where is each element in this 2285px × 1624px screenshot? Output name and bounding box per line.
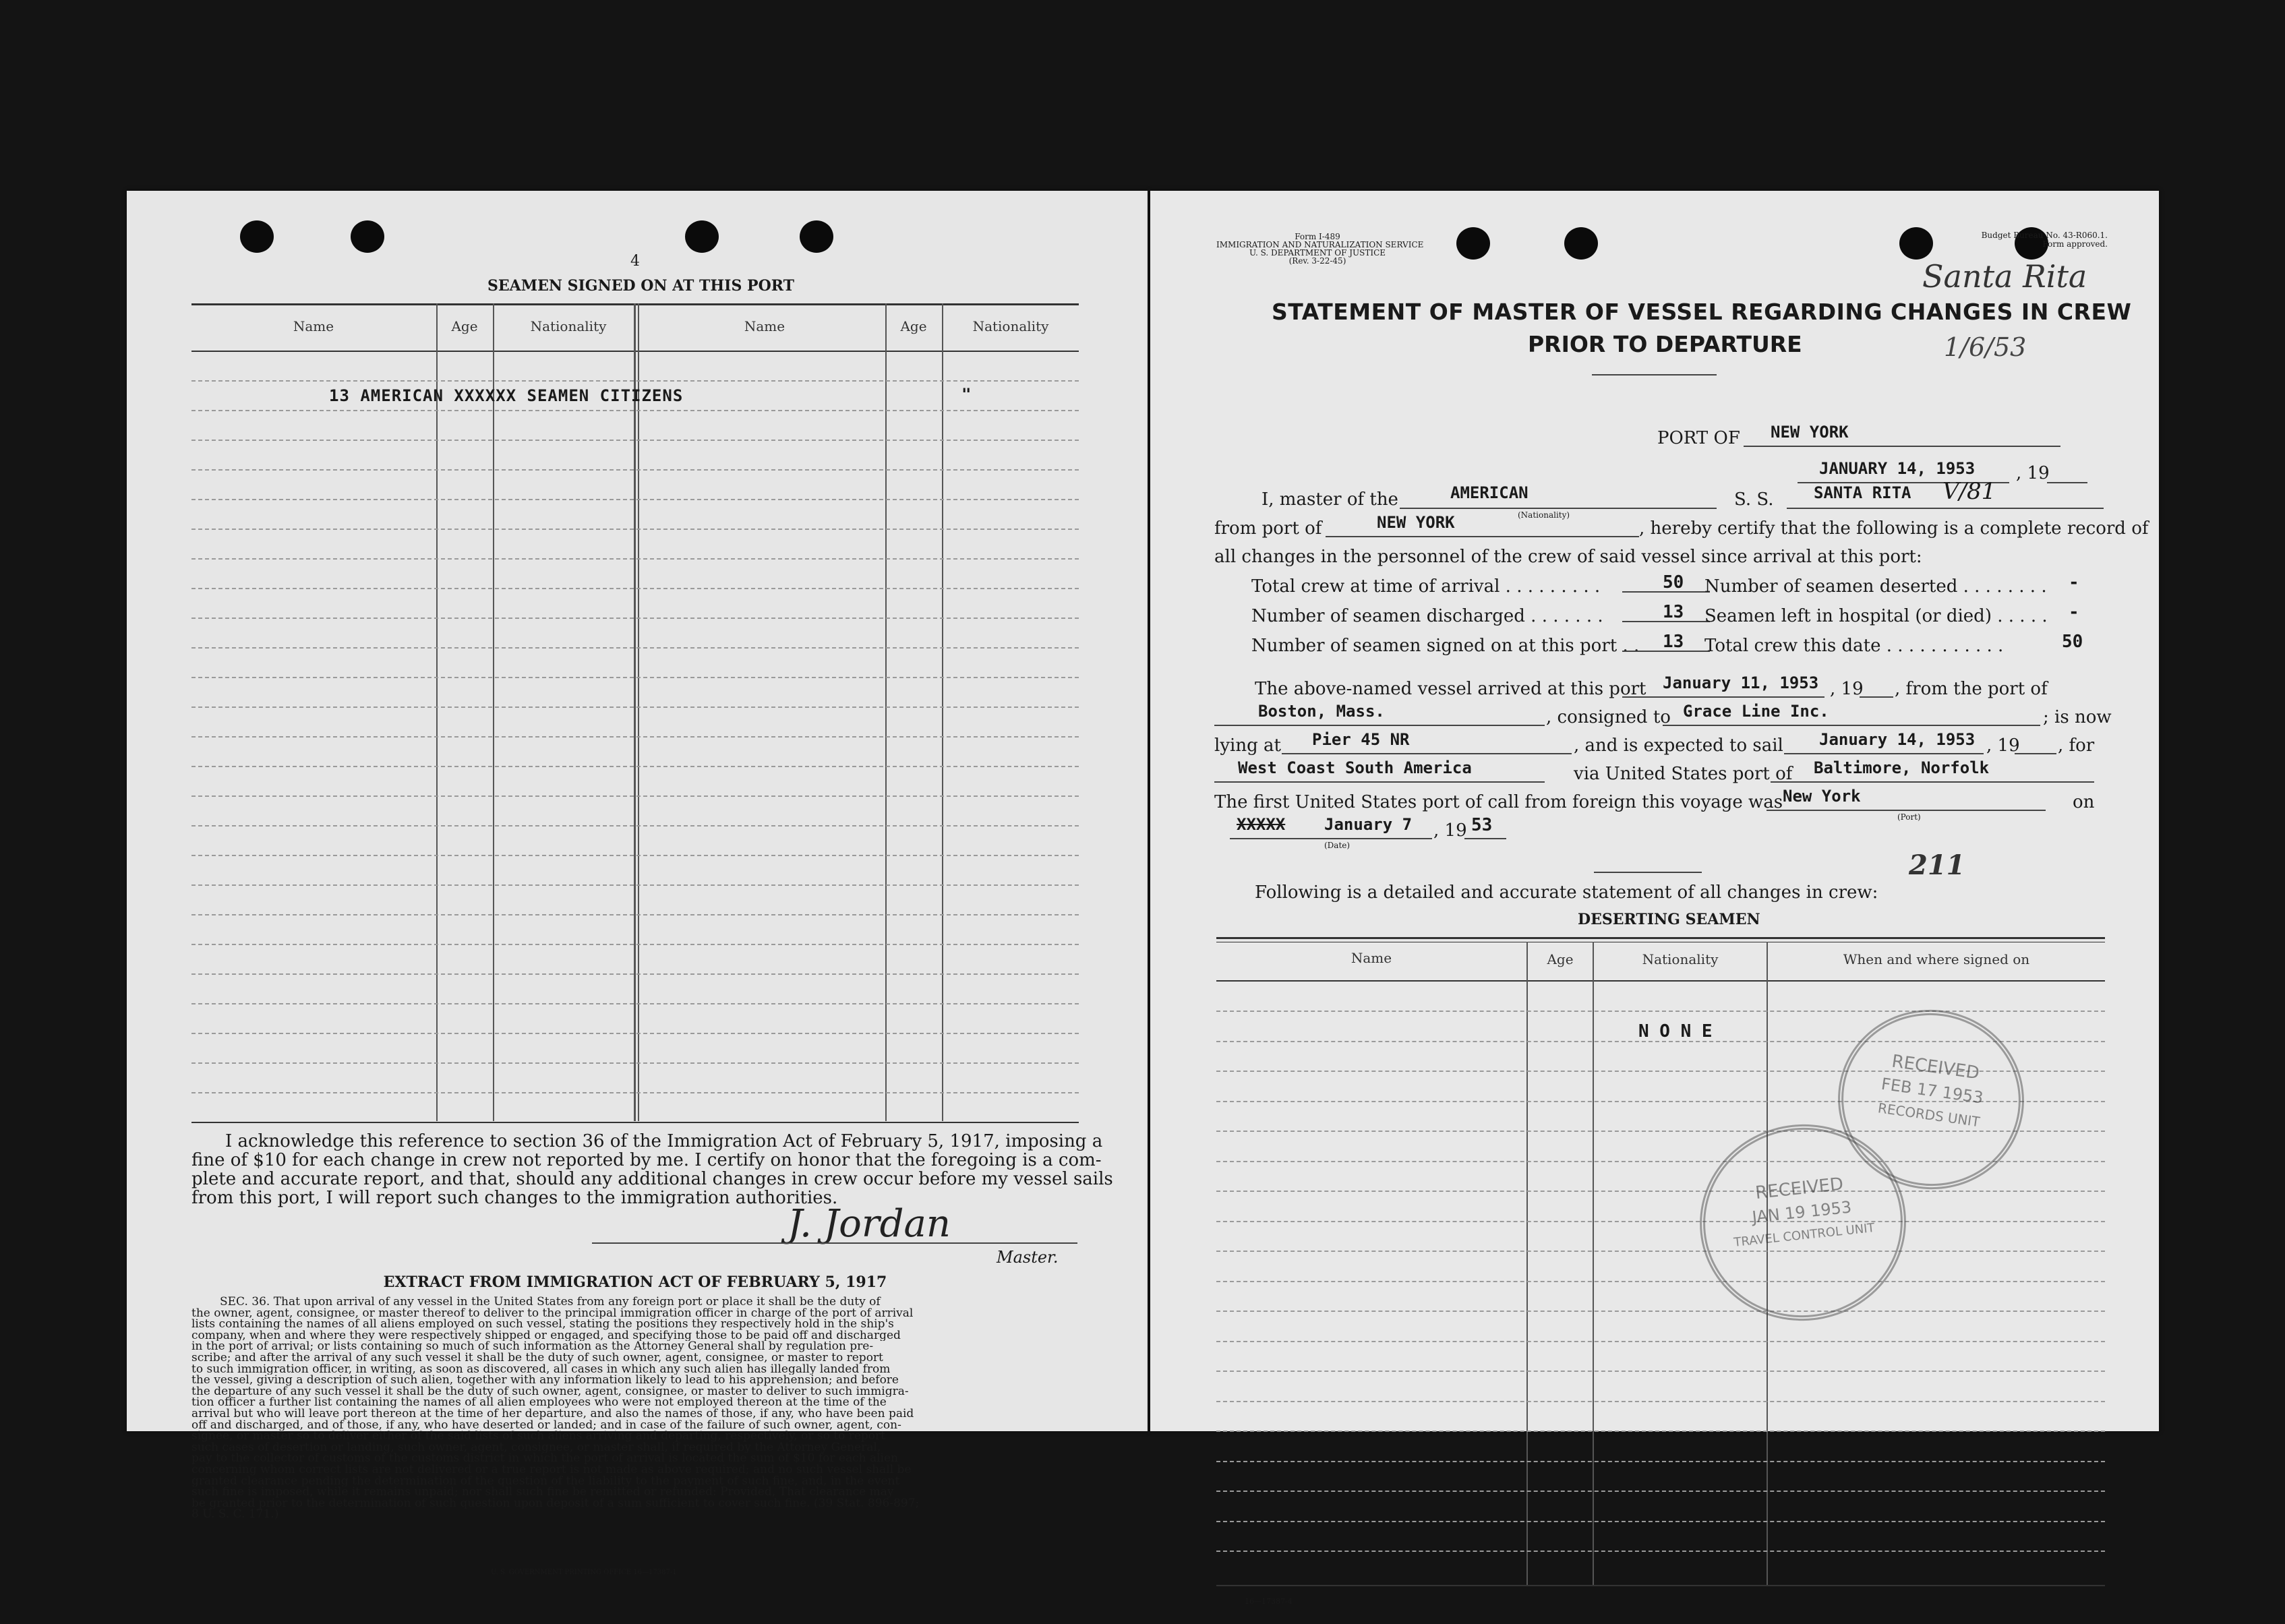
table-row-rule bbox=[191, 973, 1079, 975]
first-port-value: New York bbox=[1783, 787, 1861, 806]
table-row-rule bbox=[1216, 1281, 2105, 1282]
via-line bbox=[1771, 781, 2094, 783]
column-divider bbox=[634, 303, 636, 1121]
lying-value: Pier 45 NR bbox=[1312, 730, 1410, 749]
nationality-caption: (Nationality) bbox=[1518, 510, 1570, 520]
extract-line: lists containing the names of all aliens employed on such vessel, stating the positions they respectively hold in the ship's bbox=[191, 1319, 894, 1330]
table-row-rule bbox=[1216, 1311, 2105, 1312]
stamp-received-label: RECEIVED bbox=[1754, 1174, 1845, 1204]
stamp-unit: RECORDS UNIT bbox=[1876, 1100, 1981, 1131]
table-row-rule bbox=[1216, 1251, 2105, 1252]
right-page bbox=[1150, 191, 2159, 1606]
budget-bureau-number: Budget Bureau No. 43-R060.1. bbox=[1981, 231, 2108, 240]
revision-date: (Rev. 3-22-45) bbox=[1288, 256, 1346, 266]
destination-value: West Coast South America bbox=[1238, 758, 1472, 777]
arrived-suffix: , 19 bbox=[1830, 679, 1864, 699]
total-date-value: 50 bbox=[2062, 632, 2083, 652]
consigned-label: , consigned to bbox=[1546, 707, 1671, 727]
department-name: U. S. DEPARTMENT OF JUSTICE bbox=[1249, 248, 1386, 258]
total-arrival-label: Total crew at time of arrival . . . . . . . . . bbox=[1251, 576, 1601, 597]
form-title-line1: STATEMENT OF MASTER OF VESSEL REGARDING CHANGES IN CREW bbox=[1272, 299, 2132, 325]
extract-body bbox=[191, 1296, 1079, 1520]
column-divider bbox=[638, 303, 639, 1121]
call-date-value: January 7 bbox=[1324, 815, 1413, 834]
typed-entry: 13 AMERICAN XXXXXX SEAMEN CITIZENS bbox=[329, 386, 684, 405]
table-row-rule bbox=[191, 588, 1079, 589]
page-number: 4 bbox=[630, 253, 640, 270]
punch-hole bbox=[351, 220, 384, 253]
arrived-year-line bbox=[1860, 696, 1893, 698]
stamp-date: FEB 17 1953 bbox=[1880, 1074, 1985, 1108]
origin-value: Boston, Mass. bbox=[1258, 702, 1385, 721]
following-text: Following is a detailed and accurate statement of all changes in crew: bbox=[1255, 882, 1878, 903]
total-date-label: Total crew this date . . . . . . . . . . . bbox=[1704, 636, 2004, 656]
table-row-rule bbox=[191, 825, 1079, 826]
arrived-line bbox=[1622, 696, 1824, 698]
extract-line: such fine is imposed, while it remains unpaid; nor shall such fine be remitted or refunded: Provided, That clearance may bbox=[191, 1486, 894, 1498]
via-label: via United States port of bbox=[1574, 764, 1793, 784]
master-label: Master. bbox=[997, 1248, 1059, 1267]
extract-line: off and discharged, and of those, if any, who have deserted or landed; and in case of the failure of such owner, agent, con- bbox=[191, 1419, 901, 1431]
typed-ditto-mark: " bbox=[961, 385, 972, 404]
arrived-label: The above-named vessel arrived at this port bbox=[1255, 679, 1646, 699]
printing-office-footer: U. S. GOVERNMENT PRINTING OFFICE 16—17387-1 bbox=[491, 1569, 677, 1576]
col-header-nationality: Nationality bbox=[530, 318, 607, 334]
deserted-value: - bbox=[2069, 572, 2079, 593]
column-divider bbox=[1526, 942, 1528, 1585]
total-arrival-line bbox=[1622, 591, 1710, 593]
col-header-signed-on: When and where signed on bbox=[1843, 951, 2030, 967]
table-row-rule bbox=[191, 677, 1079, 678]
table-row-rule bbox=[191, 647, 1079, 649]
extract-line: 8 U. S. C. 171.) bbox=[191, 1509, 279, 1520]
call-year-value: 53 bbox=[1471, 815, 1493, 835]
sail-line bbox=[1784, 753, 1984, 754]
col-header-name: Name bbox=[1351, 950, 1392, 966]
section-title: SEAMEN SIGNED ON AT THIS PORT bbox=[487, 277, 794, 295]
table-row-rule bbox=[191, 914, 1079, 915]
ack-line: plete and accurate report, and that, should any additional changes in crew occur before my vessel sails bbox=[191, 1169, 1113, 1189]
nationality-line bbox=[1400, 508, 1717, 509]
none-entry: N O N E bbox=[1638, 1021, 1713, 1042]
port-caption: (Port) bbox=[1897, 812, 1921, 822]
extract-line: the vessel, giving a description of such alien, together with any information likely to lead to his apprehension; and before bbox=[191, 1375, 899, 1386]
col-header-nationality: Nationality bbox=[1642, 951, 1719, 967]
table-row-rule bbox=[191, 736, 1079, 738]
date-caption: (Date) bbox=[1324, 841, 1351, 850]
table-row-rule bbox=[191, 944, 1079, 945]
call-year-line bbox=[1464, 838, 1506, 839]
lying-line bbox=[1282, 753, 1572, 754]
table-row-rule bbox=[191, 795, 1079, 797]
table-row-rule bbox=[1216, 1431, 2105, 1432]
column-divider bbox=[1593, 942, 1594, 1585]
extract-line: SEC. 36. That upon arrival of any vessel in the United States from any foreign port or place it shall be the duty of bbox=[220, 1296, 881, 1308]
sail-suffix: , 19 bbox=[1986, 735, 2020, 756]
signed-on-label: Number of seamen signed on at this port . . bbox=[1251, 636, 1640, 656]
col-header-age: Age bbox=[451, 318, 478, 334]
table-top-rule bbox=[1216, 937, 2105, 939]
punch-hole bbox=[800, 220, 833, 253]
table-row-rule bbox=[1216, 1371, 2105, 1372]
all-changes-text: all changes in the personnel of the crew of said vessel since arrival at this port: bbox=[1214, 547, 1922, 567]
table-row-rule bbox=[191, 469, 1079, 471]
table-row-rule bbox=[191, 380, 1079, 382]
extract-line: to such immigration officer, in writing, as soon as discovered, all cases in which any such alien has illegally landed from bbox=[191, 1363, 891, 1375]
table-row-rule bbox=[1216, 1401, 2105, 1402]
deserted-label: Number of seamen deserted . . . . . . . . bbox=[1704, 576, 2047, 597]
table-row-rule bbox=[191, 1003, 1079, 1004]
extract-line: granted clearance pending the determination of the question of the liability to the payment of such fine, and, in the event bbox=[191, 1475, 900, 1487]
header-rule bbox=[1216, 980, 2105, 982]
consignee-line bbox=[1663, 725, 2040, 726]
total-arrival-value: 50 bbox=[1663, 572, 1684, 593]
sail-value: January 14, 1953 bbox=[1819, 730, 1976, 749]
signed-on-value: 13 bbox=[1663, 632, 1684, 652]
handwritten-date: 1/6/53 bbox=[1944, 332, 2027, 362]
nationality-value: AMERICAN bbox=[1450, 483, 1529, 502]
table-row-rule bbox=[191, 1092, 1079, 1093]
port-of-label: PORT OF bbox=[1657, 428, 1740, 448]
extract-line: pay to the collector of customs of the customs district in which the port of arrival is located the sum of $10 for each alien bbox=[191, 1453, 898, 1464]
port-line bbox=[1744, 446, 2060, 447]
col-header-name: Name bbox=[293, 318, 334, 334]
table-row-rule bbox=[191, 1033, 1079, 1034]
extract-line: scribe; and after the arrival of any such vessel it shall be the duty of such owner, agent, consignee, or master to report bbox=[191, 1352, 883, 1364]
extract-line: be granted prior to the determination of such question upon deposit of a sum sufficient to cover such fine. (39 Stat. 896-897; bbox=[191, 1497, 920, 1509]
destination-line bbox=[1214, 781, 1545, 783]
table-row-rule bbox=[191, 410, 1079, 411]
column-divider bbox=[885, 303, 887, 1121]
ship-line bbox=[1787, 508, 2104, 509]
form-approved: Form approved. bbox=[2042, 239, 2108, 249]
col-header-nationality-2: Nationality bbox=[972, 318, 1049, 334]
table-row-rule bbox=[1216, 1191, 2105, 1192]
table-bottom-rule bbox=[1216, 1585, 2105, 1586]
punch-hole bbox=[240, 220, 274, 253]
arrived-value: January 11, 1953 bbox=[1663, 673, 1819, 692]
extract-line: signee, or master so to deliver either of the said lists of such aliens arriving and departing, respectively, or so to report bbox=[191, 1431, 885, 1442]
budget-note bbox=[1905, 231, 2108, 249]
signature-line bbox=[592, 1242, 1077, 1244]
table-row-rule bbox=[1216, 1221, 2105, 1222]
hospital-label: Seamen left in hospital (or died) . . . . . bbox=[1704, 606, 2048, 626]
call-year-prefix: , 19 bbox=[1433, 820, 1467, 841]
expected-label: , and is expected to sail bbox=[1574, 735, 1783, 756]
handwritten-number: 211 bbox=[1909, 849, 1965, 881]
extract-line: company, when and where they were respectively shipped or engaged, and specifying those to be paid off and discharged bbox=[191, 1329, 901, 1342]
column-divider bbox=[493, 303, 494, 1121]
ack-line: from this port, I will report such changes to the immigration authorities. bbox=[191, 1188, 838, 1208]
deserting-title: DESERTING SEAMEN bbox=[1578, 911, 1760, 928]
punch-hole bbox=[685, 220, 719, 253]
table-row-rule bbox=[1216, 1551, 2105, 1552]
extract-line: arrival but who will leave port thereon at the time of her departure, and also the names of those, if any, who have been paid bbox=[191, 1408, 914, 1420]
column-divider bbox=[436, 303, 438, 1121]
punch-hole bbox=[1564, 227, 1598, 260]
punch-hole bbox=[1456, 227, 1490, 260]
port-of-value: NEW YORK bbox=[1771, 423, 1849, 442]
table-row-rule bbox=[191, 440, 1079, 441]
on-label: on bbox=[2073, 792, 2095, 812]
first-port-line bbox=[1767, 810, 2046, 811]
table-bottom-rule bbox=[191, 1122, 1079, 1123]
date-value: JANUARY 14, 1953 bbox=[1819, 459, 1976, 478]
extract-line: tion officer a further list containing the names of all alien employees who were not employed thereon at the time of the bbox=[191, 1397, 887, 1408]
stamp-date: JAN 19 1953 bbox=[1751, 1197, 1853, 1227]
column-divider bbox=[942, 303, 943, 1121]
stamp-unit: TRAVEL CONTROL UNIT bbox=[1733, 1220, 1876, 1250]
table-row-rule bbox=[1216, 1461, 2105, 1462]
separator-rule bbox=[1594, 872, 1702, 873]
from-port-label: from port of bbox=[1214, 518, 1322, 539]
agency-name: IMMIGRATION AND NATURALIZATION SERVICE bbox=[1216, 240, 1424, 249]
table-row-rule bbox=[1216, 1011, 2105, 1012]
table-row-rule bbox=[191, 529, 1079, 530]
master-of-label: I, master of the bbox=[1262, 489, 1398, 510]
discharged-value: 13 bbox=[1663, 602, 1684, 622]
discharged-line bbox=[1622, 621, 1710, 622]
sail-year-line bbox=[2015, 753, 2056, 754]
table-row-rule bbox=[1216, 1491, 2105, 1492]
extract-line: in the port of arrival; or lists containing so much of such information as the Attorney General shall by regulation pre- bbox=[191, 1341, 874, 1352]
origin-line bbox=[1214, 725, 1545, 726]
master-signature: J. Jordan bbox=[788, 1202, 951, 1246]
first-port-label: The first United States port of call from foreign this voyage was bbox=[1214, 792, 1783, 812]
extract-line: the owner, agent, consignee, or master thereof to deliver to the principal immigration officer in charge of the port of arrival bbox=[191, 1307, 914, 1319]
table-row-rule bbox=[191, 558, 1079, 560]
ack-line: fine of $10 for each change in crew not reported by me. I certify on honor that the foregoing is a com- bbox=[191, 1150, 1102, 1170]
discharged-label: Number of seamen discharged . . . . . . . bbox=[1251, 606, 1603, 626]
table-row-rule bbox=[191, 1062, 1079, 1064]
date-year-line bbox=[2047, 482, 2087, 483]
table-row-rule bbox=[1216, 1521, 2105, 1522]
signed-on-line bbox=[1622, 651, 1710, 652]
form-footer: 16—17387-4 bbox=[1245, 1597, 1293, 1606]
col-header-name-2: Name bbox=[744, 318, 785, 334]
certify-text: , hereby certify that the following is a complete record of bbox=[1639, 518, 2149, 539]
table-row-rule bbox=[1216, 1341, 2105, 1342]
lying-at-label: lying at bbox=[1214, 735, 1281, 756]
left-page bbox=[127, 191, 1148, 1576]
table-row-rule bbox=[191, 766, 1079, 767]
from-the-port-label: , from the port of bbox=[1895, 679, 2048, 699]
hospital-value: - bbox=[2069, 602, 2079, 622]
date-suffix: , 19 bbox=[2016, 463, 2050, 483]
form-number: Form I-489 bbox=[1295, 232, 1340, 241]
call-date-line bbox=[1230, 838, 1432, 839]
stamp-received-label: RECEIVED bbox=[1890, 1051, 1981, 1084]
for-label: , for bbox=[2058, 735, 2095, 756]
table-row-rule bbox=[191, 618, 1079, 619]
handwritten-vessel-name: Santa Rita bbox=[1922, 258, 2087, 295]
call-date-struck: XXXXX bbox=[1237, 815, 1286, 834]
table-row-rule bbox=[191, 499, 1079, 500]
ack-line: I acknowledge this reference to section 36 of the Immigration Act of February 5, 1917, imposing a bbox=[225, 1131, 1103, 1151]
ss-label: S. S. bbox=[1734, 489, 1774, 510]
consignee-value: Grace Line Inc. bbox=[1683, 702, 1829, 721]
col-header-age: Age bbox=[1547, 951, 1574, 967]
extract-line: concerning whom correct lists are not delivered or a true report is not made as above required; and no such vessel shall be bbox=[191, 1464, 912, 1476]
form-title-line2: PRIOR TO DEPARTURE bbox=[1528, 331, 1802, 357]
from-port-line bbox=[1326, 536, 1639, 537]
col-header-age-2: Age bbox=[900, 318, 927, 334]
table-row-rule bbox=[191, 706, 1079, 708]
table-row-rule bbox=[191, 855, 1079, 856]
via-value: Baltimore, Norfolk bbox=[1814, 758, 1990, 777]
extract-title: EXTRACT FROM IMMIGRATION ACT OF FEBRUARY 5, 1917 bbox=[383, 1273, 887, 1291]
extract-line: such cases of desertion or landing, such owner, agent, consignee, or master shall, if required by the Attorney General, bbox=[191, 1441, 881, 1453]
from-port-value: NEW YORK bbox=[1377, 513, 1455, 532]
table-row-rule bbox=[191, 884, 1079, 886]
ship-name-value: SANTA RITA bbox=[1814, 483, 1911, 502]
extract-line: the departure of any such vessel it shall be the duty of such owner, agent, consignee, or master to deliver to such immigra- bbox=[191, 1385, 909, 1397]
is-now-label: ; is now bbox=[2043, 707, 2112, 727]
form-header bbox=[1216, 232, 1424, 266]
title-rule bbox=[1592, 374, 1717, 375]
ship-handwritten-note: V/81 bbox=[1942, 478, 1996, 505]
acknowledgement-text bbox=[191, 1131, 1113, 1208]
